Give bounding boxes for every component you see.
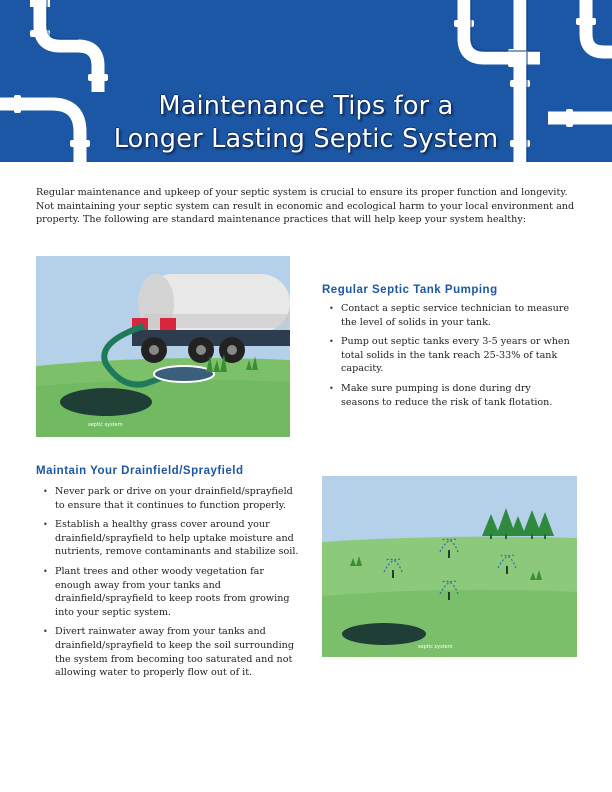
list-item: • Pump out septic tanks every 3-5 years or when total solids in the tank reach 25-33% of tank capacity. [326,335,571,376]
list-item: • Plant trees and other woody vegetation far enough away from your tanks and drainfield/sprayfield to keep roots from growing into your septic system. [40,565,302,619]
pump-truck-illustration [36,256,290,437]
truck-image-label: septic system [88,422,123,428]
header-banner [0,0,612,162]
list-item: • Make sure pumping is done during dry seasons to reduce the risk of tank flotation. [326,382,571,409]
list-item: • Divert rainwater away from your tanks and drainfield/sprayfield to keep the soil surrounding the system from becoming too saturated and not allowing water to properly flow out of it. [40,625,302,679]
sprayfield-icon [322,476,577,657]
pumping-list [326,302,571,415]
list-item: • Establish a healthy grass cover around your drainfield/sprayfield to help uptake moisture and nutrients, remove contaminants and stabilize soil. [40,518,302,559]
pump-truck-icon [36,256,290,437]
drainfield-section-title: Maintain Your Drainfield/Sprayfield [36,465,244,477]
intro-paragraph: Regular maintenance and upkeep of your septic system is crucial to ensure its proper function and longevity. Not maintaining your septic system can result in economic and ecological harm to your local environment and property. The following are standard maintenance practices that will help keep your system healthy: [36,187,575,226]
title-line-2: Longer Lasting Septic System [113,124,499,154]
list-item: • Never park or drive on your drainfield/sprayfield to ensure that it continues to function properly. [40,485,302,512]
drainfield-list [40,485,302,686]
title-line-1: Maintenance Tips for a [158,91,454,121]
field-image-label: septic system [418,644,453,650]
list-item: • Contact a septic service technician to measure the level of solids in your tank. [326,302,571,329]
pumping-section-title: Regular Septic Tank Pumping [322,284,498,296]
page-title [0,90,612,156]
sprayfield-illustration [322,476,577,657]
